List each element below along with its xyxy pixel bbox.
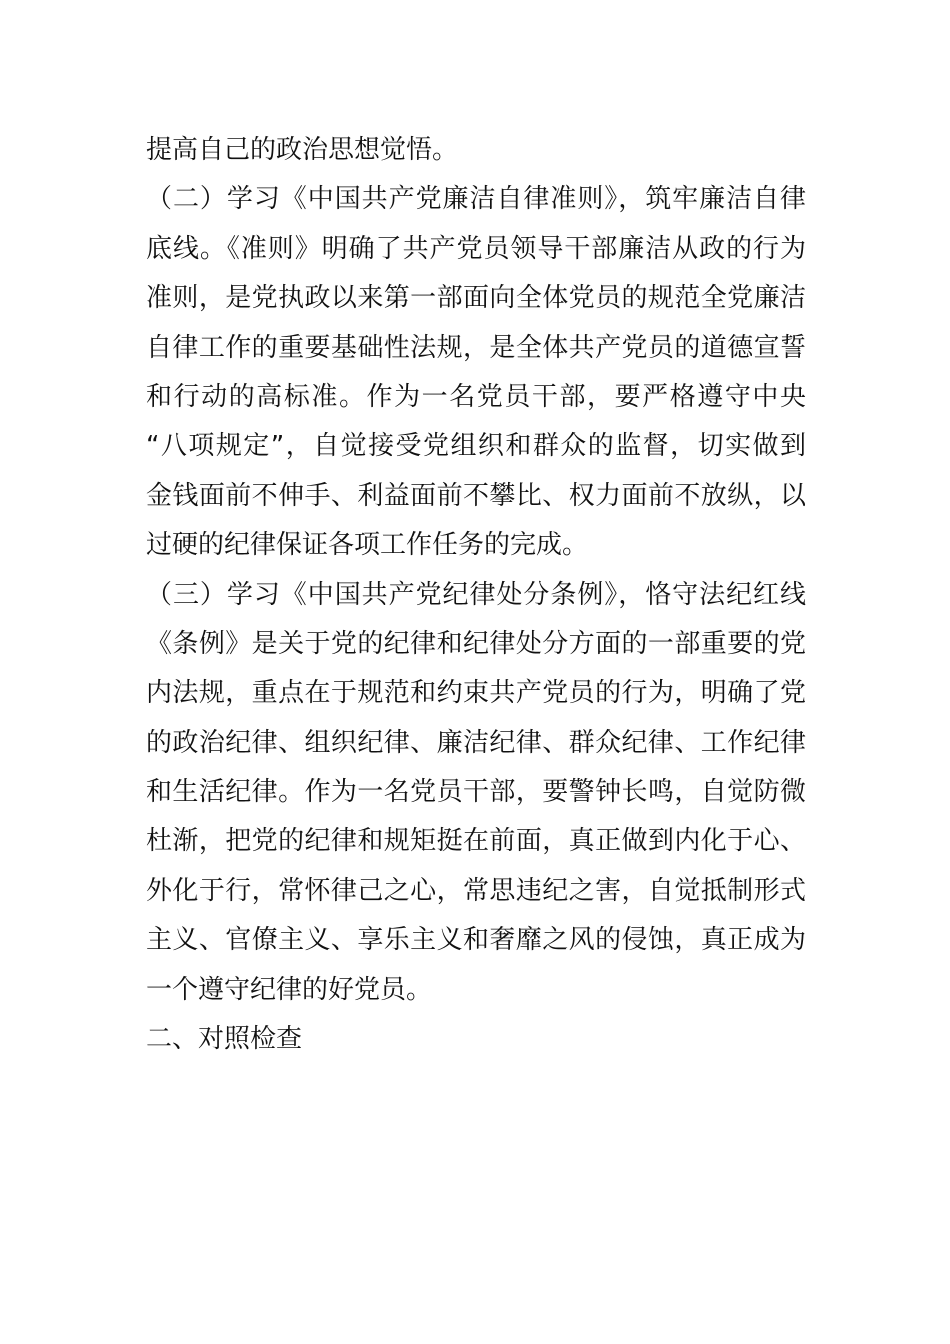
text-line-1: 提高自己的政治思想觉悟。: [146, 135, 459, 165]
text-line-15: 杜渐，把党的纪律和规矩挺在前面，真正做到内化于心、: [146, 826, 806, 857]
text-line-5: 自律工作的重要基础性法规，是全体共产党员的道德宣誓: [146, 332, 806, 363]
text-line-11: 《条例》是关于党的纪律和纪律处分方面的一部重要的党: [146, 628, 806, 659]
text-line-17: 主义、官僚主义、享乐主义和奢靡之风的侵蚀，真正成为: [146, 925, 806, 956]
text-line-6: 和行动的高标准。作为一名党员干部，要严格遵守中央: [146, 381, 806, 412]
text-line-3: 底线。《准则》明确了共产党员领导干部廉洁从政的行为: [146, 233, 806, 264]
text-line-9: 过硬的纪律保证各项工作任务的完成。: [146, 530, 589, 561]
section-heading: 二、对照检查: [146, 1024, 303, 1055]
text-line-18: 一个遵守纪律的好党员。: [146, 974, 433, 1005]
text-line-8: 金钱面前不伸手、利益面前不攀比、权力面前不放纵，以: [146, 480, 806, 511]
body-text: [146, 126, 806, 1064]
text-line-2: （二）学习《中国共产党廉洁自律准则》，筑牢廉洁自律: [146, 184, 806, 215]
text-line-7: “八项规定”，自觉接受党组织和群众的监督，切实做到: [146, 431, 806, 462]
text-line-16: 外化于行，常怀律己之心，常思违纪之害，自觉抵制形式: [146, 875, 806, 906]
text-line-10: （三）学习《中国共产党纪律处分条例》，恪守法纪红线: [146, 579, 806, 610]
text-line-4: 准则，是党执政以来第一部面向全体党员的规范全党廉洁: [146, 283, 806, 314]
text-line-14: 和生活纪律。作为一名党员干部，要警钟长鸣，自觉防微: [146, 777, 806, 808]
text-line-12: 内法规，重点在于规范和约束共产党员的行为，明确了党: [146, 678, 806, 709]
text-line-13: 的政治纪律、组织纪律、廉洁纪律、群众纪律、工作纪律: [146, 727, 806, 758]
